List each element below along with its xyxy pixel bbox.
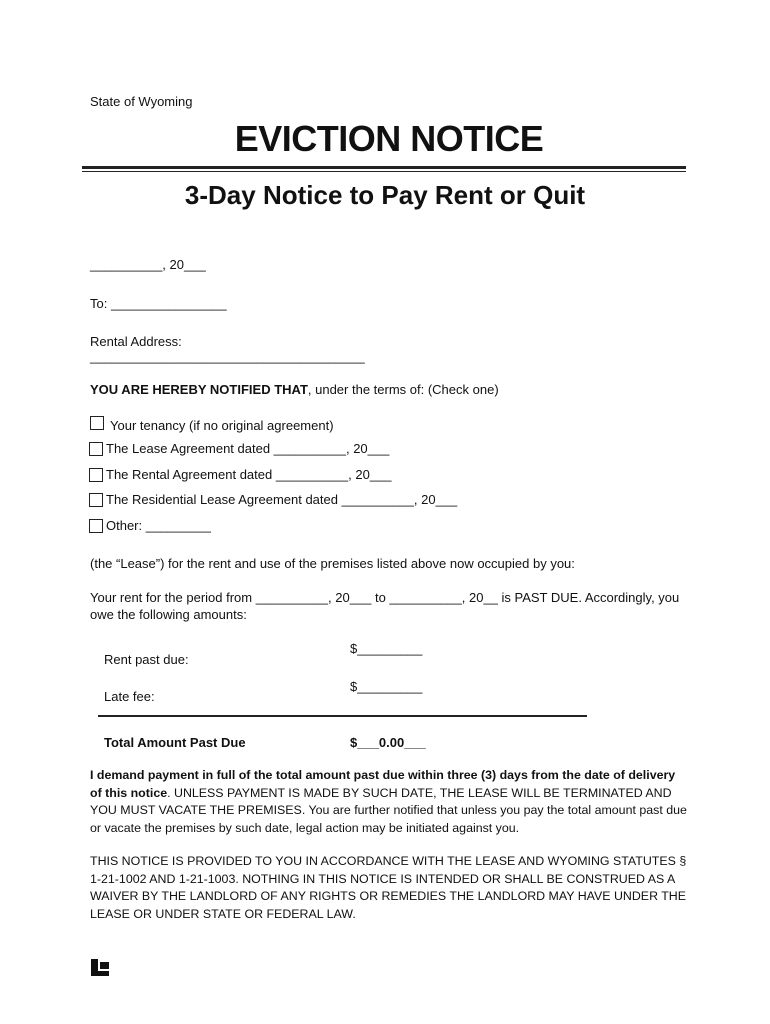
total-currency: $ bbox=[350, 735, 358, 750]
demand-paragraph bbox=[90, 767, 690, 837]
brand-logo-icon bbox=[91, 959, 109, 976]
document-title: EVICTION NOTICE bbox=[234, 118, 544, 159]
option-residential-label: The Residential Lease Agreement dated __________, 20___ bbox=[106, 492, 458, 507]
document-subtitle: 3-Day Notice to Pay Rent or Quit bbox=[184, 180, 586, 210]
lease-text: (the “Lease”) for the rent and use of the premises listed above now occupied by you: bbox=[90, 556, 575, 571]
rent-past-due-label: Rent past due: bbox=[104, 652, 189, 667]
notified-line bbox=[90, 382, 499, 397]
option-tenancy-label: Your tenancy (if no original agreement) bbox=[110, 418, 334, 433]
title-rule-thin bbox=[82, 171, 686, 172]
lease-agreement-checkbox[interactable] bbox=[89, 442, 103, 456]
tenancy-checkbox[interactable] bbox=[90, 416, 104, 430]
state-label: State of Wyoming bbox=[90, 94, 193, 109]
option-other-label: Other: _________ bbox=[106, 518, 211, 533]
rental-agreement-checkbox[interactable] bbox=[89, 468, 103, 482]
rental-address-field[interactable]: ______________________________________ bbox=[90, 349, 365, 364]
total-label: Total Amount Past Due bbox=[104, 735, 246, 750]
rent-period-line2: owe the following amounts: bbox=[90, 607, 247, 622]
notified-bold: YOU ARE HEREBY NOTIFIED THAT bbox=[90, 382, 308, 397]
late-fee-label: Late fee: bbox=[104, 689, 155, 704]
rental-address-label: Rental Address: bbox=[90, 334, 182, 349]
title-rule-thick bbox=[82, 166, 686, 169]
option-lease-label: The Lease Agreement dated __________, 20___ bbox=[106, 441, 390, 456]
option-rental-label: The Rental Agreement dated __________, 20___ bbox=[106, 467, 392, 482]
rent-past-due-value[interactable]: $_________ bbox=[350, 641, 423, 656]
demand-bold: I demand payment in full of the total amount past due within three (3) days from the date of delivery of this notice bbox=[90, 768, 676, 800]
demand-rest: . UNLESS PAYMENT IS MADE BY SUCH DATE, THE LEASE WILL BE TERMINATED AND YOU MUST VACATE THE PREMISES. You are further notified that unless you pay the total amount past due or vacate the premises by such date, legal action may be initiated against you. bbox=[90, 785, 687, 835]
notified-rest: , under the terms of: (Check one) bbox=[307, 382, 499, 397]
statute-paragraph: THIS NOTICE IS PROVIDED TO YOU IN ACCORDANCE WITH THE LEASE AND WYOMING STATUTES § 1-21-1002 AND 1-21-1003. NOTHING IN THIS NOTICE IS INTENDED OR SHALL BE CONSTRUED AS A WAIVER BY THE LANDLORD OF ANY RIGHTS OR REMEDIES THE LANDLORD MAY HAVE UNDER THE LEASE OR UNDER STATE OR FEDERAL LAW. bbox=[90, 854, 687, 921]
to-field[interactable]: To: ________________ bbox=[90, 296, 227, 311]
rent-period-line1: Your rent for the period from __________, 20___ to __________, 20__ is PAST DUE. Accordingly, you bbox=[90, 590, 680, 605]
other-checkbox[interactable] bbox=[89, 519, 103, 533]
late-fee-value[interactable]: $_________ bbox=[350, 679, 423, 694]
total-value bbox=[350, 735, 426, 750]
total-amount: ___0.00___ bbox=[357, 735, 426, 750]
residential-lease-checkbox[interactable] bbox=[89, 493, 103, 507]
date-field[interactable]: __________, 20___ bbox=[90, 257, 206, 272]
total-divider bbox=[98, 715, 587, 717]
